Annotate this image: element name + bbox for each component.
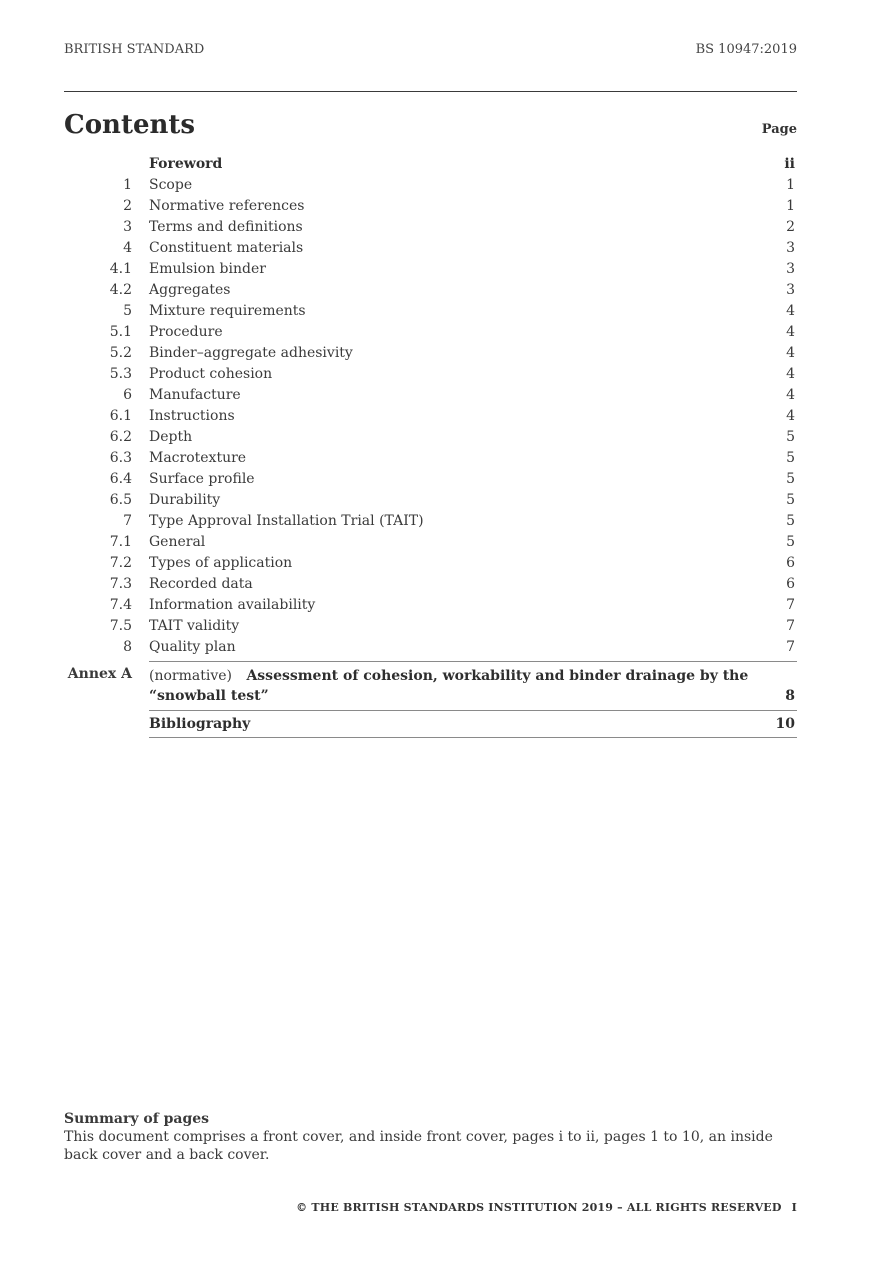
toc-bibliography-entry[interactable]: [149, 711, 797, 738]
toc-entry[interactable]: [64, 279, 797, 300]
toc-entry-page: 5: [786, 470, 795, 487]
toc-entry[interactable]: [64, 468, 797, 489]
header-rule: [64, 91, 797, 92]
bibliography-title: Bibliography: [149, 716, 251, 732]
toc-entry-title: Binder–aggregate adhesivity: [149, 344, 353, 361]
header-standard-label: BRITISH STANDARD: [64, 42, 205, 57]
toc-entry-title: Quality plan: [149, 638, 236, 655]
annex-title-line1: [149, 666, 797, 686]
toc-entry-title: Macrotexture: [149, 449, 247, 466]
toc-entry[interactable]: [64, 258, 797, 279]
toc-entry[interactable]: [64, 426, 797, 447]
toc-entry[interactable]: [64, 405, 797, 426]
toc-entry-number: 7.3: [109, 575, 132, 592]
toc-entry-number: 5: [123, 302, 132, 319]
toc-entry-title: Normative references: [149, 197, 305, 214]
toc-entry-number: 1: [123, 176, 132, 193]
toc-entry-page: 5: [786, 533, 795, 550]
toc-entry-page: 3: [786, 260, 795, 277]
toc-entry-title: Recorded data: [149, 575, 253, 592]
toc-entry-number: 6.1: [109, 407, 132, 424]
toc-entry-number: 4.2: [109, 281, 132, 298]
toc-entry-page: 5: [786, 491, 795, 508]
toc-entry[interactable]: [64, 174, 797, 195]
toc-entry-title: Scope: [149, 176, 193, 193]
toc-entry-page: 3: [786, 239, 795, 256]
toc-entry-title: General: [149, 533, 206, 550]
annex-page: 8: [785, 688, 795, 704]
toc-entry-title: Terms and definitions: [149, 218, 303, 235]
toc-entry-page: 7: [786, 617, 795, 634]
toc-entry-page: 7: [786, 638, 795, 655]
toc-entry-number: 7.4: [109, 596, 132, 613]
toc-entry-number: 4.1: [109, 260, 132, 277]
toc-entry-page: 4: [786, 323, 795, 340]
toc-entry-title: Depth: [149, 428, 193, 445]
toc-entry[interactable]: [64, 594, 797, 615]
contents-title-row: [64, 110, 797, 140]
toc-entry-number: 7.2: [109, 554, 132, 571]
toc-entry-number: 6: [123, 386, 132, 403]
toc-entry[interactable]: [64, 489, 797, 510]
footer-folio: I: [791, 1201, 797, 1214]
toc-entry[interactable]: [64, 615, 797, 636]
toc-entry-page: 5: [786, 449, 795, 466]
toc-entry-title: TAIT validity: [149, 617, 240, 634]
toc-entry-page: 3: [786, 281, 795, 298]
toc-entry-number: 7.1: [109, 533, 132, 550]
running-header: [64, 42, 797, 57]
toc-entry-title: Procedure: [149, 323, 223, 340]
annex-label: Annex A: [67, 666, 132, 682]
toc-entry-page: 4: [786, 302, 795, 319]
toc-entry[interactable]: [64, 573, 797, 594]
toc-entry-page: 4: [786, 365, 795, 382]
toc-entry-number: 6.5: [109, 491, 132, 508]
page-column-label: Page: [761, 122, 797, 137]
toc-entry-page: 2: [786, 218, 795, 235]
toc-entry-number: 5.3: [109, 365, 132, 382]
summary-heading: Summary of pages: [64, 1111, 210, 1127]
toc-entry-title: Foreword: [149, 155, 223, 172]
annex-title-line2: [149, 686, 797, 706]
toc-entry[interactable]: [64, 321, 797, 342]
toc-entry-title: Type Approval Installation Trial (TAIT): [149, 512, 424, 529]
annex-title-part1: Assessment of cohesion, workability and binder drainage by the: [246, 668, 749, 684]
toc-entry-title: Instructions: [149, 407, 235, 424]
toc-entry[interactable]: [64, 195, 797, 216]
annex-qualifier: (normative): [149, 668, 232, 684]
toc-entry-number: 5.1: [109, 323, 132, 340]
summary-text: This document comprises a front cover, and inside front cover, pages i to ii, pages 1 to 10, an inside back cover and a back cover.: [64, 1129, 773, 1163]
toc-entry-page: 6: [786, 554, 795, 571]
toc-entry-number: 7: [123, 512, 132, 529]
toc-entry-number: 6.2: [109, 428, 132, 445]
toc-entry-title: Mixture requirements: [149, 302, 306, 319]
toc-entry-number: 3: [123, 218, 132, 235]
toc-entry[interactable]: [64, 447, 797, 468]
toc-entry[interactable]: [64, 552, 797, 573]
toc-entry-number: 6.3: [109, 449, 132, 466]
footer-copyright: © THE BRITISH STANDARDS INSTITUTION 2019 – ALL RIGHTS RESERVED: [296, 1201, 782, 1214]
toc-entry-page: 7: [786, 596, 795, 613]
toc-entry[interactable]: [64, 237, 797, 258]
toc-entry-page: 4: [786, 407, 795, 424]
toc-entry-title: Information availability: [149, 596, 316, 613]
toc-entries: [64, 153, 797, 657]
toc-entry-title: Emulsion binder: [149, 260, 266, 277]
toc-entry[interactable]: [64, 300, 797, 321]
toc-entry-page: 5: [786, 428, 795, 445]
toc-entry-page: 4: [786, 344, 795, 361]
header-standard-number: BS 10947:2019: [695, 42, 797, 57]
toc-entry[interactable]: [64, 510, 797, 531]
toc-entry-title: Manufacture: [149, 386, 241, 403]
annex-title-part2: “snowball test”: [149, 688, 269, 704]
toc-entry-number: 5.2: [109, 344, 132, 361]
bibliography-page: 10: [775, 716, 795, 732]
toc-entry-title: Durability: [149, 491, 221, 508]
toc-entry[interactable]: [64, 342, 797, 363]
table-of-contents: [64, 153, 797, 738]
toc-entry-number: 6.4: [109, 470, 132, 487]
annex-body: [149, 661, 797, 711]
toc-entry-title: Aggregates: [149, 281, 231, 298]
toc-entry-page: 4: [786, 386, 795, 403]
toc-entry-title: Product cohesion: [149, 365, 273, 382]
toc-entry-page: 1: [786, 197, 795, 214]
summary-of-pages: [64, 1110, 797, 1164]
toc-annex-entry[interactable]: [64, 661, 797, 711]
toc-entry[interactable]: [64, 531, 797, 552]
toc-entry-page: 1: [786, 176, 795, 193]
toc-entry[interactable]: [64, 384, 797, 405]
toc-entry[interactable]: [64, 636, 797, 657]
toc-entry-page: ii: [784, 155, 795, 172]
toc-entry-number: 7.5: [109, 617, 132, 634]
toc-entry[interactable]: [64, 153, 797, 174]
toc-entry-number: 4: [123, 239, 132, 256]
page-footer: [296, 1201, 797, 1214]
contents-title: Contents: [64, 110, 196, 140]
toc-entry-title: Types of application: [149, 554, 293, 571]
toc-entry-number: 8: [123, 638, 132, 655]
toc-entry-title: Constituent materials: [149, 239, 304, 256]
toc-entry-page: 6: [786, 575, 795, 592]
toc-entry-number: 2: [123, 197, 132, 214]
toc-entry[interactable]: [64, 363, 797, 384]
toc-entry-title: Surface profile: [149, 470, 255, 487]
toc-entry-page: 5: [786, 512, 795, 529]
toc-entry[interactable]: [64, 216, 797, 237]
